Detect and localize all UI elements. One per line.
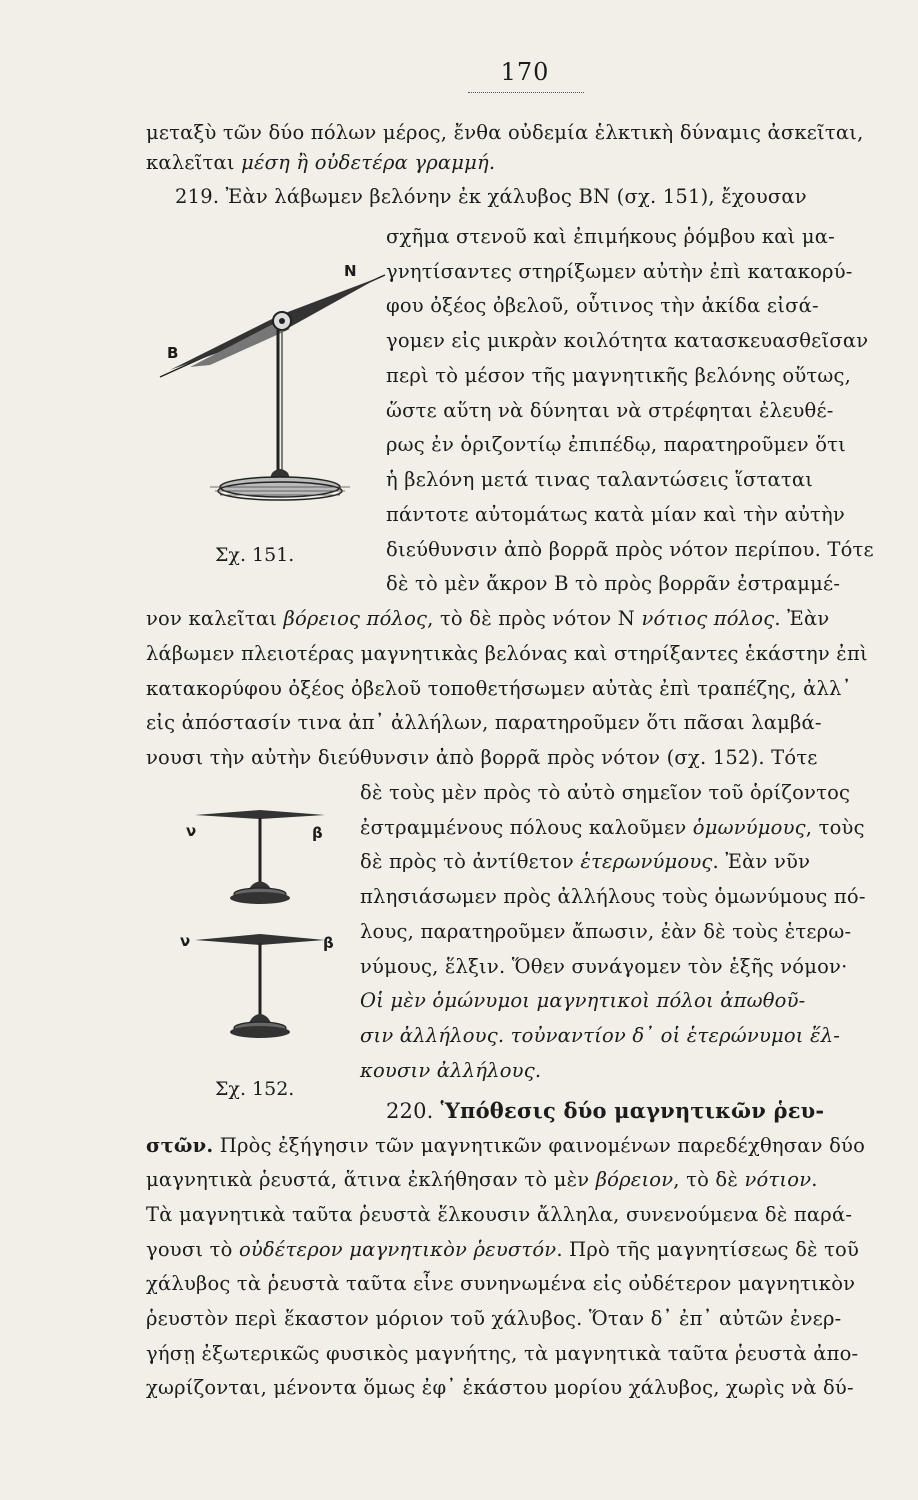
figure-151-caption: Σχ. 151. [215,544,295,566]
term-neutral-line: μέση ἢ οὐδετέρα γραμμή. [241,151,496,174]
text-span: μαγνητικὰ ῥευστά, ἅτινα ἐκλήθησαν τὸ μὲν [146,1168,596,1191]
text-line: γομεν εἰς μικρὰν κοιλότητα κατασκευασθεῖσαν [386,329,869,352]
text-line [146,1133,865,1159]
paragraph-219-start: 219. Ἐὰν λάβωμεν βελόνην ἐκ χάλυβος ΒΝ (σχ. 151), ἔχουσαν [175,185,807,208]
figure-151-label-n: N [344,262,357,280]
law-statement [360,988,805,1014]
text-line: φου ὀξέος ὀβελοῦ, οὗτινος τὴν ἀκίδα εἰσά- [386,294,819,317]
term-north-pole: βόρειος πόλος [283,607,428,630]
page-number: 170 [500,58,550,86]
figure-152-caption: Σχ. 152. [215,1078,295,1100]
text-line [360,815,865,841]
text-line [360,849,810,875]
text-line [146,1167,818,1193]
text-span: . [811,1168,818,1191]
text-line: λάβωμεν πλειοτέρας μαγνητικὰς βελόνας καὶ στηρίξαντες ἑκάστην ἐπὶ [146,642,868,665]
text-line: ὥστε αὕτη νὰ δύνηται νὰ στρέφηται ἐλευθέ- [386,399,834,422]
text-line: γνητίσαντες στηρίξωμεν αὐτὴν ἐπὶ κατακορύ- [386,260,853,283]
text-span: ἐστραμμένους πόλους καλοῦμεν [360,816,693,839]
law-statement [360,1058,541,1084]
text-span: γουσι τὸ [146,1238,239,1261]
text-span: , τὸ δὲ πρὸς νότον Ν [427,607,642,630]
figure-151-compass-needle [150,255,390,515]
text-span: . Ἐὰν [774,607,830,630]
text-line: σχῆμα στενοῦ καὶ ἐπιμήκους ῥόμβου καὶ μα- [386,225,835,248]
text-line: νουσι τὴν αὐτὴν διεύθυνσιν ἀπὸ βορρᾶ πρὸς νότον (σχ. 152). Τότε [146,746,818,769]
text-line: δὲ τοὺς μὲν πρὸς τὸ αὐτὸ σημεῖον τοῦ ὁρίζοντος [360,781,851,804]
law-statement [360,1023,840,1049]
text-line: χάλυβος τὰ ῥευστὰ ταῦτα εἶνε συνηνωμένα εἰς οὐδέτερον μαγνητικὸν [146,1272,856,1295]
text-span: . Πρὸ τῆς μαγνητίσεως δὲ τοῦ [556,1238,860,1261]
text-line: χωρίζονται, μένοντα ὅμως ἐφ᾽ ἑκάστου μορίου χάλυβος, χωρὶς νὰ δύ- [146,1376,854,1399]
figure-152-label-v-top: ν [186,822,197,840]
text-span: δὲ πρὸς τὸ ἀντίθετον [360,850,581,873]
text-span: . Ἐὰν νῦν [712,850,811,873]
text-line: πάντοτε αὐτομάτως κατὰ μίαν καὶ τὴν αὐτὴν [386,503,845,526]
text-line: ἡ βελόνη μετά τινας ταλαντώσεις ἵσταται [386,468,814,491]
section-title: Ὑπόθεσις δύο μαγνητικῶν ῥευ- [440,1098,825,1123]
text-line: νύμους, ἕλξιν. Ὅθεν συνάγομεν τὸν ἑξῆς νόμον· [360,955,848,978]
text-line: κατακορύφου ὀξέος ὀβελοῦ τοποθετήσωμεν αὐτὰς ἐπὶ τραπέζης, ἀλλ᾽ [146,677,852,700]
text-line: λους, παρατηροῦμεν ἄπωσιν, ἐὰν δὲ τοὺς ἑτερω- [360,920,852,943]
term-south-pole: νότιος πόλος [641,607,775,630]
text-line: εἰς ἀπόστασίν τινα ἀπ᾽ ἀλλήλων, παρατηροῦμεν ὅτι πᾶσαι λαμβά- [146,711,822,734]
section-number: 220. [386,1099,441,1123]
text-line [146,150,495,176]
text-span: , τοὺς [805,816,865,839]
text-span: , τὸ δὲ [673,1168,745,1191]
text-line: γήσῃ ἐξωτερικῶς φυσικὸς μαγνήτης, τὰ μαγνητικὰ ταῦτα ῥευστὰ ἀπο- [146,1342,859,1365]
text-line: μεταξὺ τῶν δύο πόλων μέρος, ἔνθα οὐδεμία ἑλκτικὴ δύναμις ἀσκεῖται, [146,121,864,144]
term-boreal: βόρειον [595,1168,674,1191]
text-line [146,1237,859,1263]
term-heteronymous: ἑτερωνύμους [580,850,713,873]
text-span: καλεῖται [146,151,242,174]
text-line [146,606,829,632]
text-line: διεύθυνσιν ἀπὸ βορρᾶ πρὸς νότον περίπου. Τότε [386,538,874,561]
text-line: πλησιάσωμεν πρὸς ἀλλήλους τοὺς ὁμωνύμους πό- [360,885,866,908]
figure-152-label-v-bottom: ν [180,932,191,950]
law-text: σιν ἀλλήλους. τοὐναντίον δ᾽ οἱ ἑτερώνυμοι ἕλ- [360,1024,841,1047]
text-span: Πρὸς ἐξήγησιν τῶν μαγνητικῶν φαινομένων παρεδέχθησαν δύο [213,1134,866,1157]
section-220-heading [386,1098,824,1124]
term-neutral-fluid: οὐδέτερον μαγνητικὸν ῥευστόν [238,1238,557,1261]
text-span: νον καλεῖται [146,607,284,630]
section-title-cont: στῶν. [146,1134,214,1157]
law-text: κουσιν ἀλλήλους. [360,1059,542,1082]
term-homonymous: ὁμωνύμους [692,816,806,839]
text-line: περὶ τὸ μέσον τῆς μαγνητικῆς βελόνης οὕτως, [386,364,852,387]
figure-152-label-b-bottom: β [323,934,334,952]
header-rule [468,92,584,93]
figure-151-label-b: B [167,344,179,362]
text-line: Τὰ μαγνητικὰ ταῦτα ῥευστὰ ἕλκουσιν ἄλληλα, συνενούμενα δὲ παρά- [146,1203,853,1226]
text-line: ρως ἐν ὁριζοντίῳ ἐπιπέδῳ, παρατηροῦμεν ὅτι [386,433,846,456]
law-text: Οἱ μὲν ὁμώνυμοι μαγνητικοὶ πόλοι ἀπωθοῦ- [360,989,806,1012]
term-austral: νότιον [744,1168,812,1191]
text-line: δὲ τὸ μὲν ἄκρον Β τὸ πρὸς βορρᾶν ἐστραμμέ- [386,572,841,595]
figure-152-label-b-top: β [312,824,323,842]
text-line: ῥευστὸν περὶ ἕκαστον μόριον τοῦ χάλυβος. Ὅταν δ᾽ ἐπ᾽ αὐτῶν ἐνερ- [146,1307,842,1330]
